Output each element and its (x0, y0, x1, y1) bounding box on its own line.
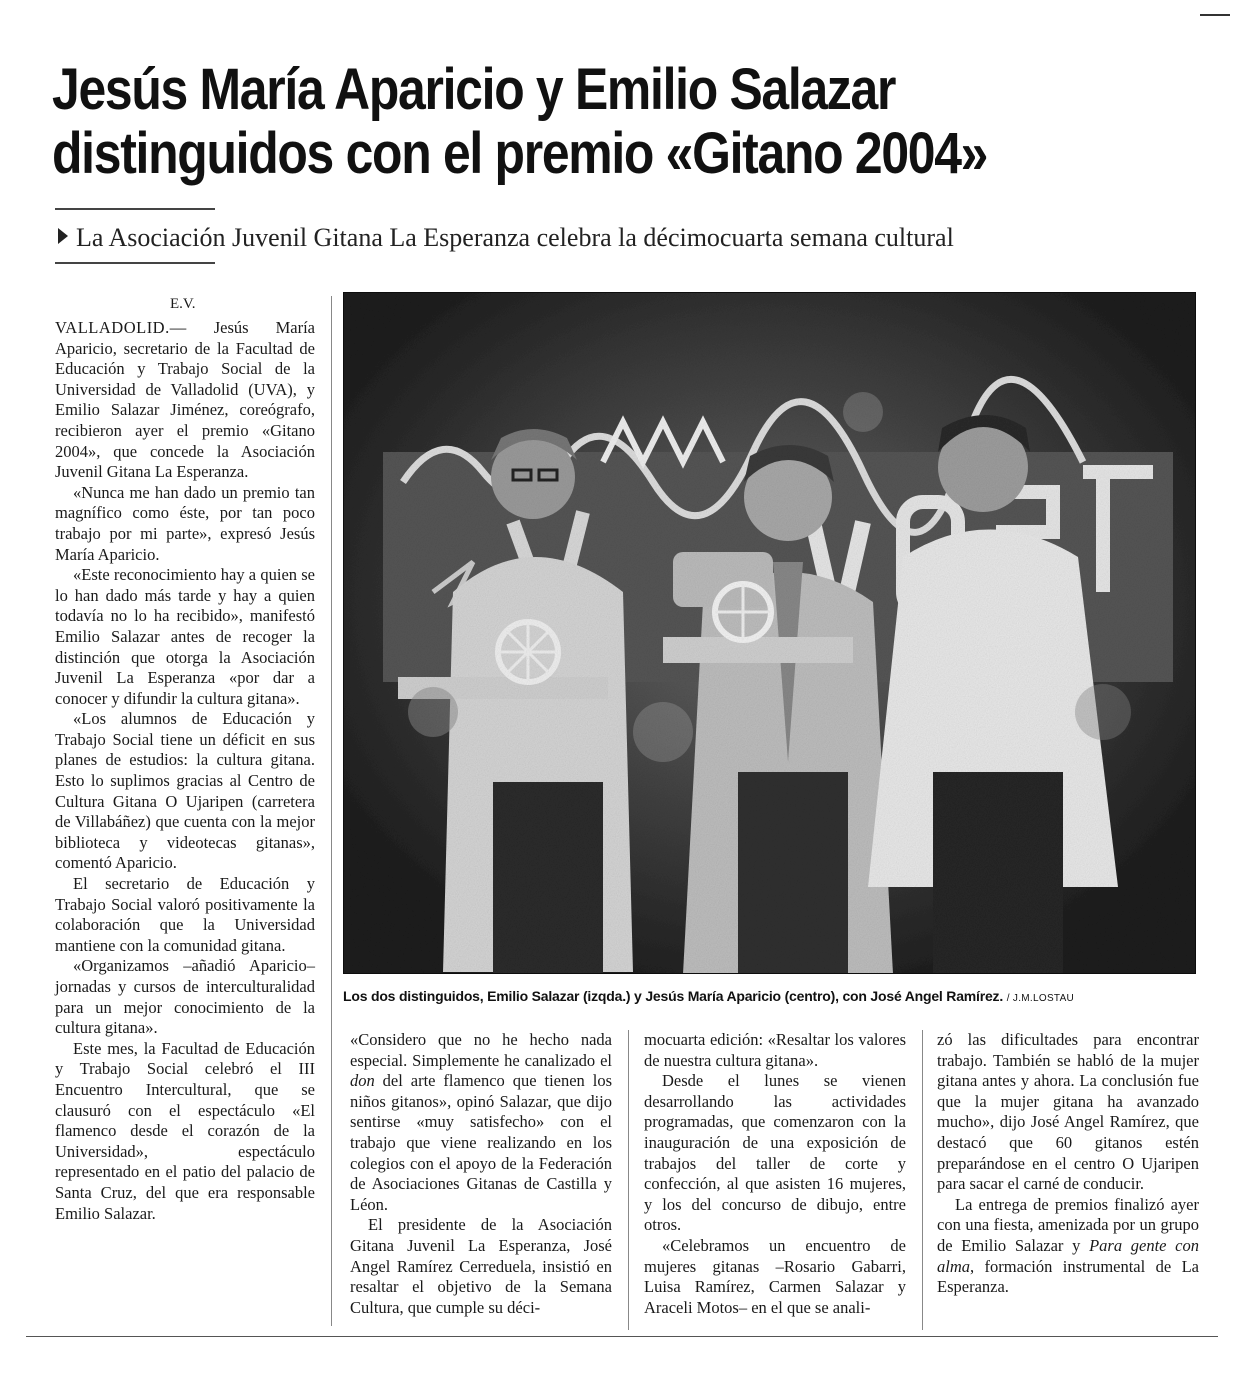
article-column-4 (937, 1030, 1199, 1298)
article-paragraph: zó las dificultades para encontrar trabajo. También se habló de la mujer gitana antes y ahora. La conclusión fue que la mujer gitana ha avanzado mucho», dijo José Angel Ramírez, que destacó que 60 gitanos estén preparándose en el centro O Ujaripen para sacar el carné de conducir. (937, 1030, 1199, 1194)
headline (52, 58, 1041, 186)
article-paragraph: Desde el lunes se vienen desarrollando las actividades programadas, que comenzaron con la inauguración de una exposición de trabajos del taller de corte y confección, al que asisten 16 mujeres, y los del concurso de dibujo, entre otros. (644, 1071, 906, 1235)
bullet-triangle-icon (58, 228, 68, 244)
photo-caption-text: Los dos distinguidos, Emilio Salazar (izqda.) y Jesús María Aparicio (centro), con José Angel Ramírez. (343, 988, 1004, 1004)
award-ceremony-photo (343, 292, 1196, 974)
photo-caption (343, 988, 1203, 1004)
subheadline-divider (55, 262, 215, 264)
article-column-3 (644, 1030, 906, 1318)
article-paragraph: «Celebramos un encuentro de mujeres gitanas –Rosario Gabarri, Luisa Ramírez, Carmen Salazar y Araceli Motos– en el que se anali- (644, 1235, 906, 1317)
article-paragraph: El presidente de la Asociación Gitana Juvenil La Esperanza, José Angel Ramírez Cerreduela, insistió en resaltar el objetivo de la Semana Cultura, que cumple su déci- (350, 1215, 612, 1317)
column-separator (331, 296, 332, 1326)
article-paragraph: «Considero que no he hecho nada especial. Simplemente he canalizado el don del arte flamenco que tienen los niños gitanos», opinó Salazar, que dijo sentirse «muy satisfecho» con el trabajo que viene realizando en los colegios con el apoyo de la Federación de Asociaciones Gitanas de Castilla y Léon. (350, 1030, 612, 1214)
article-paragraph: mocuarta edición: «Resaltar los valores de nuestra cultura gitana». (644, 1030, 906, 1070)
article-paragraph: «Organizamos –añadió Aparicio– jornadas y cursos de interculturalidad para un mejor conocimiento de la cultura gitana». (55, 956, 315, 1038)
dateline: VALLADOLID.— (55, 318, 187, 337)
top-corner-rule (1200, 14, 1230, 16)
article-paragraph: «Este reconocimiento hay a quien se lo han dado más tarde y hay a quien todavía no lo ha recibido», manifestó Emilio Salazar antes de recoger la distinción que otorga la Asociación Juvenil La Esperanza «por dar a conocer y difundir la cultura gitana». (55, 565, 315, 708)
bottom-rule (26, 1336, 1218, 1337)
headline-line-1: Jesús María Aparicio y Emilio Salazar (52, 57, 896, 122)
photo-credit: / J.M.LOSTAU (1006, 993, 1075, 1004)
article-paragraph: «Los alumnos de Educación y Trabajo Social tiene un déficit en sus planes de estudios: la cultura gitana. Esto lo suplimos gracias al Centro de Cultura Gitana O Ujaripen (carretera de Villabáñez) que cuenta con la mejor biblioteca y videotecas gitanas», comentó Aparicio. (55, 709, 315, 873)
news-photo (343, 292, 1196, 974)
article-paragraph: La entrega de premios finalizó ayer con una fiesta, amenizada por un grupo de Emilio Salazar y Para gente con alma, formación instrumental de La Esperanza. (937, 1194, 1199, 1297)
headline-line-2: distinguidos con el premio «Gitano 2004» (52, 121, 988, 186)
article-paragraph: «Nunca me han dado un premio tan magnífico como éste, por tan poco trabajo por mi parte», expresó Jesús María Aparicio. (55, 482, 315, 564)
article-column-2 (350, 1030, 612, 1318)
article-paragraph: Este mes, la Facultad de Educación y Trabajo Social celebró el III Encuentro Intercultural, que se clausuró con el espectáculo «El flamenco desde el corazón de la Universidad», espectáculo representado en el patio del palacio de Santa Cruz, del que era responsable Emilio Salazar. (55, 1038, 315, 1223)
column-separator (922, 1030, 923, 1330)
column-separator (628, 1030, 629, 1330)
article-paragraph: El secretario de Educación y Trabajo Social valoró positivamente la colaboración que la Universidad mantiene con la comunidad gitana. (55, 874, 315, 955)
headline-divider (55, 208, 215, 210)
subheadline-text: La Asociación Juvenil Gitana La Esperanza celebra la décimocuarta semana cultural (76, 223, 954, 252)
article-paragraph: VALLADOLID.— Jesús María Aparicio, secretario de la Facultad de Educación y Trabajo Social de la Universidad de Valladolid (UVA), y Emilio Salazar Jiménez, coreógrafo, recibieron ayer el premio «Gitano 2004», que concede la Asociación Juvenil Gitana La Esperanza. (55, 318, 315, 482)
subheadline (58, 222, 1178, 254)
article-column-1 (55, 318, 315, 1224)
byline: E.V. (170, 296, 196, 312)
